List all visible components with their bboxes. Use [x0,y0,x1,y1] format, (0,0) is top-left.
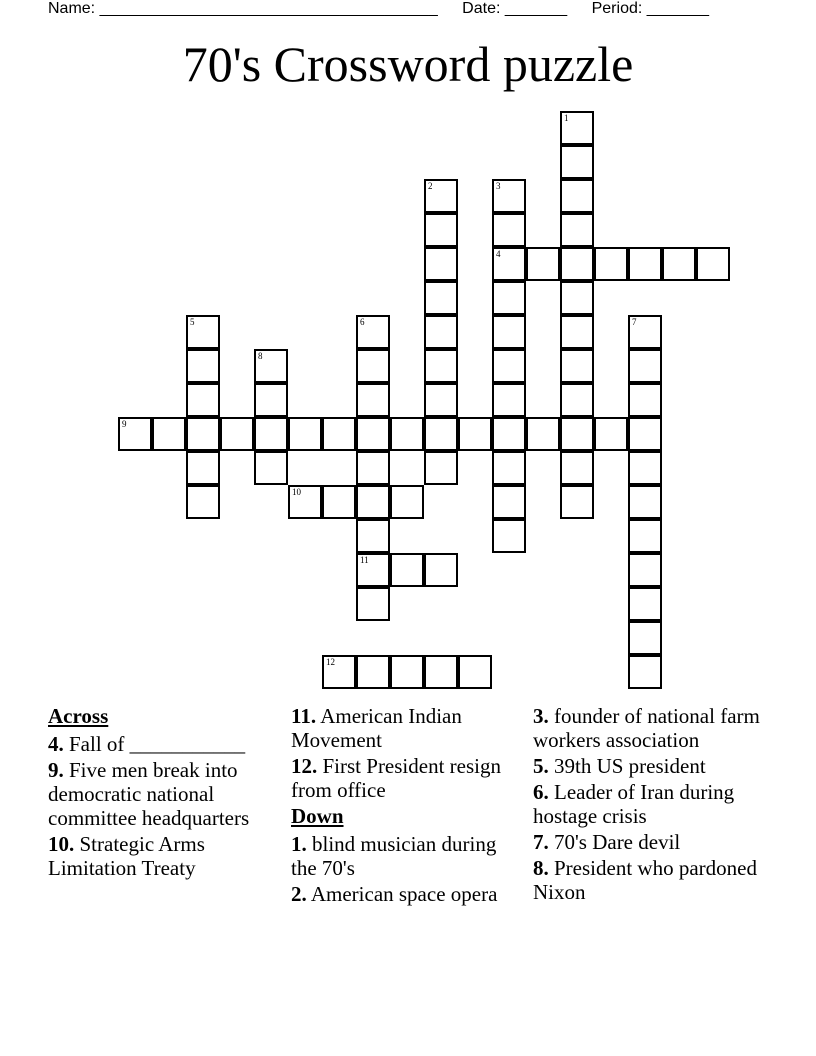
clue-down-8 [533,856,765,904]
clue-across-12 [291,754,523,802]
grid-cell[interactable] [186,485,220,519]
grid-cell[interactable] [390,553,424,587]
grid-cell[interactable] [390,485,424,519]
grid-cell[interactable] [492,451,526,485]
clue-down-2 [291,882,523,906]
clue-text: Fall of ___________ [69,732,246,756]
grid-cell[interactable] [560,145,594,179]
clue-down-1 [291,832,523,880]
grid-clue-number: 9 [122,419,127,429]
grid-cell[interactable] [560,451,594,485]
grid-cell[interactable] [662,247,696,281]
grid-clue-number: 6 [360,317,365,327]
grid-clue-number: 11 [360,555,369,565]
name-field[interactable]: Name: ______________________________________ [48,0,438,17]
grid-cell[interactable] [526,247,560,281]
grid-cell[interactable] [492,383,526,417]
grid-cell[interactable] [492,349,526,383]
grid-cell[interactable] [628,451,662,485]
grid-cell[interactable] [560,383,594,417]
grid-cell[interactable] [492,519,526,553]
grid-cell[interactable] [254,451,288,485]
grid-cell[interactable] [424,383,458,417]
grid-cell[interactable] [424,553,458,587]
across-heading: Across [48,704,109,728]
grid-cell[interactable] [594,417,628,451]
clue-text: First President resign from office [291,754,501,802]
grid-cell[interactable] [594,247,628,281]
grid-cell[interactable] [560,315,594,349]
grid-clue-number: 5 [190,317,195,327]
grid-clue-number: 3 [496,181,501,191]
clue-number: 3. [533,704,549,728]
grid-cell[interactable] [186,383,220,417]
clue-down-3 [533,704,765,752]
grid-cell[interactable] [356,485,390,519]
grid-cell[interactable] [628,315,662,349]
grid-clue-number: 4 [496,249,501,259]
grid-cell[interactable] [492,315,526,349]
grid-cell[interactable] [288,485,322,519]
grid-cell[interactable] [492,281,526,315]
clue-text: Leader of Iran during hostage crisis [533,780,735,828]
down-heading: Down [291,804,344,828]
grid-clue-number: 1 [564,113,569,123]
grid-cell[interactable] [390,417,424,451]
grid-cell[interactable] [288,417,322,451]
grid-cell[interactable] [492,417,526,451]
grid-cell[interactable] [560,485,594,519]
grid-cell[interactable] [560,179,594,213]
clue-text: American Indian Movement [291,704,462,752]
clue-column-1 [48,704,280,882]
grid-cell[interactable] [424,349,458,383]
clue-text: founder of national farm workers association [533,704,760,752]
clue-number: 9. [48,758,64,782]
clue-across-10 [48,832,280,880]
grid-cell[interactable] [492,247,526,281]
grid-cell[interactable] [560,213,594,247]
grid-cell[interactable] [356,451,390,485]
grid-cell[interactable] [560,111,594,145]
grid-cell[interactable] [526,417,560,451]
grid-cell[interactable] [322,655,356,689]
clue-text: blind musician during the 70's [291,832,497,880]
clue-across-11 [291,704,523,752]
grid-cell[interactable] [492,213,526,247]
clue-text: 39th US president [554,754,706,778]
grid-cell[interactable] [424,655,458,689]
clue-across-9 [48,758,280,830]
grid-cell[interactable] [186,349,220,383]
grid-cell[interactable] [322,485,356,519]
period-field[interactable]: Period: _______ [591,0,710,17]
grid-clue-number: 12 [326,657,335,667]
page-title: 70's Crossword puzzle [182,36,634,92]
clue-text: 70's Dare devil [554,830,681,854]
grid-cell[interactable] [424,247,458,281]
grid-cell[interactable] [628,349,662,383]
clue-text: Five men break into democratic national committee headquarters [48,758,250,830]
grid-cell[interactable] [254,383,288,417]
grid-cell[interactable] [560,417,594,451]
clue-number: 1. [291,832,307,856]
grid-cell[interactable] [390,655,424,689]
grid-cell[interactable] [628,519,662,553]
clue-column-2 [291,704,523,908]
grid-clue-number: 8 [258,351,263,361]
grid-cell[interactable] [560,349,594,383]
grid-cell[interactable] [628,553,662,587]
clue-number: 4. [48,732,64,756]
grid-cell[interactable] [628,383,662,417]
grid-cell[interactable] [220,417,254,451]
grid-cell[interactable] [696,247,730,281]
grid-cell[interactable] [356,383,390,417]
grid-cell[interactable] [356,519,390,553]
grid-cell[interactable] [152,417,186,451]
clue-number: 11. [291,704,317,728]
clue-number: 7. [533,830,549,854]
clue-text: President who pardoned Nixon [533,856,757,904]
clue-number: 6. [533,780,549,804]
grid-cell[interactable] [424,281,458,315]
grid-cell[interactable] [356,417,390,451]
grid-clue-number: 10 [292,487,301,497]
clue-down-6 [533,780,765,828]
clue-down-5 [533,754,765,778]
grid-cell[interactable] [628,485,662,519]
clue-number: 10. [48,832,75,856]
grid-cell[interactable] [254,417,288,451]
date-field[interactable]: Date: _______ [462,0,568,17]
grid-cell[interactable] [628,655,662,689]
grid-cell[interactable] [458,655,492,689]
grid-cell[interactable] [254,349,288,383]
grid-cell[interactable] [186,451,220,485]
grid-cell[interactable] [458,417,492,451]
grid-clue-number: 2 [428,181,433,191]
clue-number: 12. [291,754,318,778]
clue-number: 8. [533,856,549,880]
clue-text: American space opera [310,882,498,906]
grid-cell[interactable] [118,417,152,451]
grid-cell[interactable] [424,213,458,247]
grid-cell[interactable] [492,179,526,213]
grid-cell[interactable] [356,315,390,349]
clue-column-3 [533,704,765,906]
grid-cell[interactable] [356,655,390,689]
grid-cell[interactable] [186,417,220,451]
clue-number: 5. [533,754,549,778]
grid-cell[interactable] [492,485,526,519]
grid-cell[interactable] [356,553,390,587]
grid-cell[interactable] [424,451,458,485]
grid-cell[interactable] [560,247,594,281]
grid-cell[interactable] [424,417,458,451]
grid-cell[interactable] [424,179,458,213]
grid-cell[interactable] [628,247,662,281]
grid-cell[interactable] [628,621,662,655]
grid-cell[interactable] [560,281,594,315]
clue-text: Strategic Arms Limitation Treaty [48,832,205,880]
grid-clue-number: 7 [632,317,637,327]
clue-number: 2. [291,882,307,906]
grid-cell[interactable] [356,587,390,621]
clue-across-4 [48,732,280,756]
grid-cell[interactable] [356,349,390,383]
grid-cell[interactable] [628,417,662,451]
grid-cell[interactable] [186,315,220,349]
grid-cell[interactable] [424,315,458,349]
clue-down-7 [533,830,765,854]
grid-cell[interactable] [628,587,662,621]
grid-cell[interactable] [322,417,356,451]
